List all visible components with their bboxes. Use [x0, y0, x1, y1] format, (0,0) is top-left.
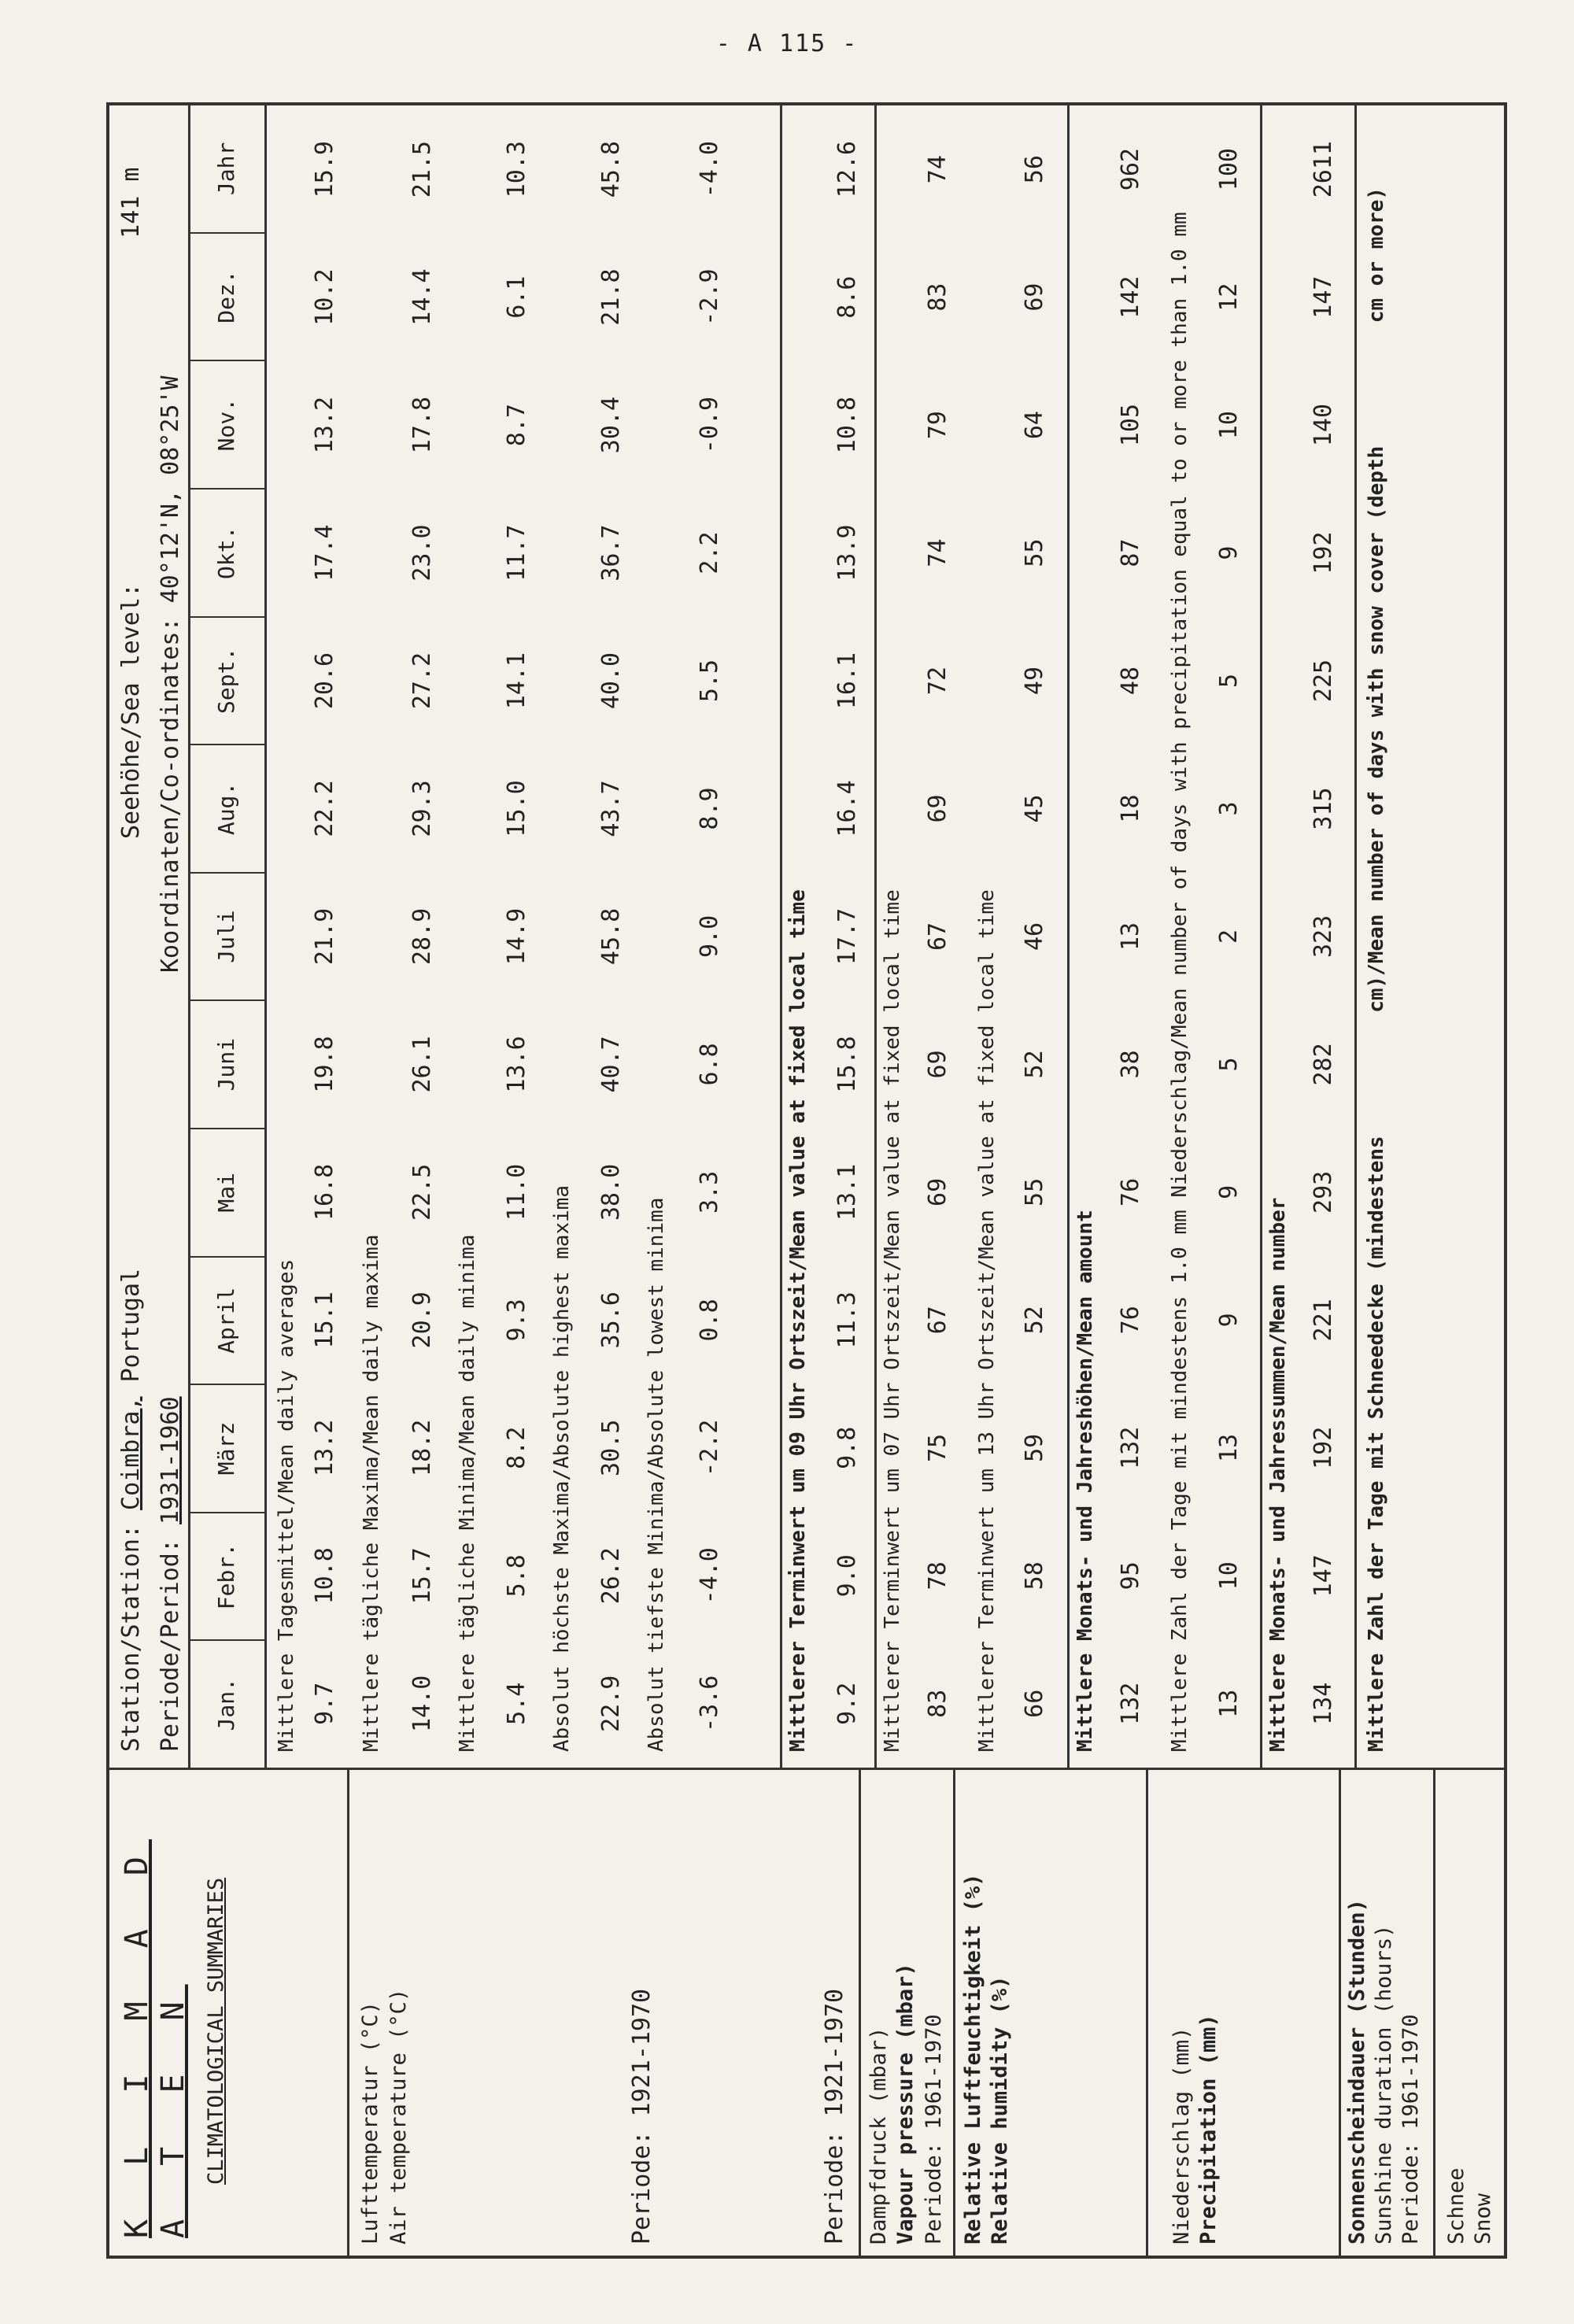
temp-r1-values	[311, 105, 338, 1768]
value-cell: 5	[1215, 1057, 1243, 1072]
value-cell: 87	[1117, 538, 1144, 567]
humidity-label-block	[955, 1770, 1148, 2256]
value-cell: 100	[1215, 148, 1243, 191]
sun-label-de: Sonnenscheindauer (Stunden)	[1345, 1899, 1369, 2245]
temp-r2-values	[408, 105, 436, 1768]
period-value: 1931-1960	[157, 1396, 184, 1524]
value-cell: 9.8	[833, 1426, 861, 1469]
temp-label-de: Lufttemperatur (°C)	[358, 2001, 382, 2245]
value-cell: 192	[1310, 1426, 1337, 1469]
value-cell: 12	[1215, 283, 1243, 312]
value-cell: 132	[1117, 1426, 1144, 1469]
vapour-label-block	[861, 1770, 955, 2256]
snow-label-block	[1435, 1770, 1510, 2256]
sun-t1: Mittlere Monats- und Jahressummen/Mean number	[1266, 1197, 1290, 1752]
value-cell: 21.9	[311, 907, 338, 966]
precip-v1	[1117, 105, 1144, 1768]
value-cell: 10.2	[311, 268, 338, 326]
period-label: Periode/Period:	[157, 1539, 184, 1752]
value-cell: 962	[1117, 148, 1144, 191]
data-area	[109, 105, 1504, 1768]
value-cell: 2611	[1310, 141, 1337, 198]
value-cell: 16.1	[833, 652, 861, 710]
value-cell: 9.0	[696, 914, 723, 959]
value-cell: 36.7	[597, 524, 625, 582]
value-cell: 16.8	[311, 1163, 338, 1221]
value-cell: 76	[1117, 1177, 1144, 1206]
coords-line	[157, 375, 184, 973]
value-cell: 2.2	[696, 531, 723, 575]
value-cell: 147	[1310, 275, 1337, 319]
precip-label-en: Precipitation (mm)	[1196, 2014, 1221, 2245]
temp-r5-title: Absolut tiefste Minima/Absolute lowest minima	[645, 1197, 668, 1752]
temp-r3-values	[503, 105, 530, 1768]
value-cell: 14.0	[408, 1675, 436, 1732]
value-cell: 11.7	[503, 524, 530, 582]
month-header-6: Juli	[190, 872, 264, 1000]
value-cell: 95	[1117, 1561, 1144, 1591]
value-cell: 3	[1215, 801, 1243, 816]
sun-label-block	[1341, 1770, 1435, 2256]
month-header-11: Dez.	[190, 232, 264, 360]
value-cell: 55	[1021, 538, 1048, 567]
temp-r3-title: Mittlere tägliche Minima/Mean daily minima	[456, 1234, 479, 1752]
sea-level-value: 141 m	[117, 167, 145, 238]
value-cell: 8.2	[503, 1426, 530, 1469]
value-cell: 35.6	[597, 1291, 625, 1349]
divider	[1067, 105, 1070, 1768]
value-cell: 9.7	[311, 1682, 338, 1725]
value-cell: 83	[924, 283, 951, 312]
value-cell: 67	[924, 922, 951, 951]
value-cell: 282	[1310, 1043, 1337, 1086]
temp-period-1: Periode: 1921-1970	[628, 1988, 656, 2245]
value-cell: 140	[1310, 403, 1337, 447]
period-line	[157, 1396, 184, 1752]
value-cell: 8.9	[696, 787, 723, 830]
value-cell: 14.4	[408, 268, 436, 326]
value-cell: 15.0	[503, 780, 530, 837]
value-cell: 72	[924, 666, 951, 696]
value-cell: 48	[1117, 666, 1144, 696]
vapour-label-en: Vapour pressure (mbar)	[893, 1963, 918, 2245]
value-cell: 323	[1310, 914, 1337, 959]
precip-t1: Mittlere Monats- und Jahreshöhen/Mean amount	[1073, 1210, 1097, 1752]
value-cell: 147	[1310, 1554, 1337, 1598]
temp-r2-title: Mittlere tägliche Maxima/Mean daily maxima	[360, 1234, 383, 1752]
value-cell: 14.9	[503, 907, 530, 966]
value-cell: 56	[1021, 155, 1048, 184]
value-cell: 52	[1021, 1050, 1048, 1079]
value-cell: 22.5	[408, 1163, 436, 1221]
value-cell: 78	[924, 1561, 951, 1591]
value-cell: 74	[924, 538, 951, 567]
value-cell: 13	[1215, 1433, 1243, 1462]
value-cell: 9.3	[503, 1299, 530, 1342]
value-cell: 23.0	[408, 524, 436, 582]
precip-label-block	[1148, 1770, 1341, 2256]
value-cell: 14.1	[503, 652, 530, 710]
value-cell: 16.4	[833, 780, 861, 837]
value-cell: 5	[1215, 673, 1243, 689]
month-header-1: Febr.	[190, 1512, 264, 1640]
divider	[1354, 105, 1357, 1768]
value-cell: 40.7	[597, 1036, 625, 1093]
value-cell: 59	[1021, 1433, 1048, 1462]
humidity-label-de: Relative Luftfeuchtigkeit (%)	[961, 1873, 985, 2245]
value-cell: 22.9	[597, 1675, 625, 1732]
month-header-4: Mai	[190, 1128, 264, 1256]
value-cell: 38	[1117, 1050, 1144, 1079]
value-cell: 66	[1021, 1689, 1048, 1718]
left-label-column	[109, 1768, 1504, 2256]
month-header-2: März	[190, 1384, 264, 1512]
value-cell: 79	[924, 411, 951, 440]
value-cell: 75	[924, 1433, 951, 1462]
sea-level-line	[117, 168, 145, 839]
month-header-3: April	[190, 1256, 264, 1384]
value-cell: 10.3	[503, 141, 530, 198]
value-cell: 74	[924, 155, 951, 184]
value-cell: 2	[1215, 929, 1243, 944]
value-cell: 221	[1310, 1299, 1337, 1342]
value-cell: 0.8	[696, 1299, 723, 1342]
value-cell: 67	[924, 1306, 951, 1335]
month-header-5: Juni	[190, 999, 264, 1128]
temp-r1-title: Mittlere Tagesmittel/Mean daily averages	[275, 1258, 298, 1752]
value-cell: -2.2	[696, 1419, 723, 1476]
value-cell: 13.2	[311, 1419, 338, 1476]
value-cell: 55	[1021, 1177, 1048, 1206]
value-cell: 13.2	[311, 396, 338, 454]
value-cell: 134	[1310, 1682, 1337, 1725]
value-cell: 26.2	[597, 1547, 625, 1605]
value-cell: 12.6	[833, 141, 861, 198]
value-cell: 13.9	[833, 524, 861, 582]
snow-t1: Mittlere Zahl der Tage mit Schneedecke (mindestens cm)/Mean number of days with snow cover (depth cm or more)	[1365, 187, 1388, 1752]
month-header-9: Okt.	[190, 488, 264, 616]
page-subtitle: CLIMATOLOGICAL SUMMARIES	[204, 1877, 228, 2185]
humidity-v2	[1021, 105, 1048, 1768]
value-cell: -4.0	[696, 141, 723, 198]
value-cell: -3.6	[696, 1675, 723, 1732]
value-cell: 6.8	[696, 1043, 723, 1086]
value-cell: 142	[1117, 275, 1144, 319]
value-cell: 22.2	[311, 780, 338, 837]
value-cell: 17.4	[311, 524, 338, 582]
value-cell: 17.7	[833, 907, 861, 966]
humidity-v1	[924, 105, 951, 1768]
value-cell: 8.6	[833, 275, 861, 319]
value-cell: 30.4	[597, 396, 625, 454]
value-cell: -2.9	[696, 268, 723, 326]
value-cell: 10	[1215, 411, 1243, 440]
precip-t2: Mittlere Zahl der Tage mit mindestens 1.0 mm Niederschlag/Mean number of days with precipitation equal to or more than 1.0 mm	[1168, 212, 1192, 1752]
station-country: Portugal	[117, 1268, 145, 1383]
month-header-12: Jahr	[213, 142, 239, 196]
value-cell: 19.8	[311, 1036, 338, 1093]
value-cell: 69	[1021, 283, 1048, 312]
value-cell: 17.8	[408, 396, 436, 454]
month-header-8: Sept.	[190, 616, 264, 744]
sea-level-label: Seehöhe/Sea level:	[117, 582, 145, 839]
value-cell: 28.9	[408, 907, 436, 966]
value-cell: 3.3	[696, 1170, 723, 1214]
temp-period-2: Periode: 1921-1970	[821, 1988, 848, 2245]
value-cell: 8.7	[503, 403, 530, 447]
value-cell: 9	[1215, 545, 1243, 560]
value-cell: 13	[1117, 922, 1144, 951]
value-cell: 5.8	[503, 1554, 530, 1598]
value-cell: 13.6	[503, 1036, 530, 1093]
value-cell: 15.7	[408, 1547, 436, 1605]
value-cell: 45.8	[597, 907, 625, 966]
month-header-0: Jan.	[190, 1639, 264, 1768]
value-cell: 15.1	[311, 1291, 338, 1349]
value-cell: 9	[1215, 1313, 1243, 1328]
vapour-values	[833, 105, 861, 1768]
snow-label-en: Snow	[1471, 2193, 1495, 2245]
value-cell: 13	[1215, 1689, 1243, 1718]
vapour-title: Mittlerer Terminwert um 09 Uhr Ortszeit/Mean value at fixed local time	[786, 889, 810, 1752]
station-name: Coimbra,	[117, 1396, 145, 1510]
value-cell: 9.2	[833, 1682, 861, 1725]
value-cell: 9.0	[833, 1554, 861, 1598]
sun-label-en: Sunshine duration (hours)	[1372, 1924, 1396, 2245]
temp-label-block	[349, 1770, 861, 2256]
value-cell: 30.5	[597, 1419, 625, 1476]
value-cell: -0.9	[696, 396, 723, 454]
value-cell: 64	[1021, 411, 1048, 440]
value-cell: 43.7	[597, 780, 625, 837]
value-cell: 5.5	[696, 659, 723, 703]
value-cell: 69	[924, 794, 951, 823]
value-cell: 132	[1117, 1682, 1144, 1725]
value-cell: 40.0	[597, 652, 625, 710]
value-cell: -4.0	[696, 1547, 723, 1605]
humidity-t1: Mittlerer Terminwert um 07 Uhr Ortszeit/Mean value at fixed local time	[881, 889, 904, 1752]
value-cell: 192	[1310, 531, 1337, 575]
title-block	[109, 1770, 349, 2256]
vapour-label-de: Dampfdruck (mbar)	[866, 2027, 891, 2245]
value-cell: 15.9	[311, 141, 338, 198]
value-cell: 27.2	[408, 652, 436, 710]
value-cell: 69	[924, 1050, 951, 1079]
value-cell: 315	[1310, 787, 1337, 830]
station-line	[117, 1269, 145, 1752]
sun-v1	[1310, 105, 1337, 1768]
value-cell: 15.8	[833, 1036, 861, 1093]
value-cell: 38.0	[597, 1163, 625, 1221]
humidity-label-en: Relative humidity (%)	[988, 1975, 1012, 2245]
climate-table	[106, 102, 1507, 2259]
precip-v2	[1215, 105, 1243, 1768]
page-number: - A 115 -	[715, 30, 859, 57]
value-cell: 13.1	[833, 1163, 861, 1221]
month-header-10: Nov.	[190, 360, 264, 488]
value-cell: 76	[1117, 1306, 1144, 1335]
value-cell: 10.8	[833, 396, 861, 454]
value-cell: 45	[1021, 794, 1048, 823]
value-cell: 45.8	[597, 141, 625, 198]
value-cell: 83	[924, 1689, 951, 1718]
value-cell: 46	[1021, 922, 1048, 951]
value-cell: 58	[1021, 1561, 1048, 1591]
value-cell: 20.9	[408, 1291, 436, 1349]
precip-label-de: Niederschlag (mm)	[1169, 2027, 1194, 2245]
value-cell: 21.8	[597, 268, 625, 326]
vapour-period: Periode: 1961-1970	[922, 2014, 946, 2245]
value-cell: 26.1	[408, 1036, 436, 1093]
value-cell: 293	[1310, 1170, 1337, 1214]
value-cell: 18	[1117, 794, 1144, 823]
value-cell: 10.8	[311, 1547, 338, 1605]
temp-r4-title: Absolut höchste Maxima/Absolute highest maxima	[550, 1184, 574, 1752]
temp-r5-values	[696, 105, 723, 1768]
climate-table-sheet	[106, 102, 1507, 2259]
sun-period: Periode: 1961-1970	[1398, 2014, 1423, 2245]
temp-r4-values	[597, 105, 625, 1768]
divider	[874, 105, 877, 1768]
value-cell: 20.6	[311, 652, 338, 710]
divider	[1260, 105, 1262, 1768]
value-cell: 11.0	[503, 1163, 530, 1221]
value-cell: 105	[1117, 403, 1144, 447]
value-cell: 6.1	[503, 275, 530, 319]
value-cell: 29.3	[408, 780, 436, 837]
page-title: K L I M A D A T E N	[119, 1839, 191, 2238]
value-cell: 49	[1021, 666, 1048, 696]
value-cell: 18.2	[408, 1419, 436, 1476]
temp-label-en: Air temperature (°C)	[386, 1988, 411, 2245]
value-cell: 52	[1021, 1306, 1048, 1335]
value-cell: 5.4	[503, 1682, 530, 1725]
humidity-t2: Mittlerer Terminwert um 13 Uhr Ortszeit/Mean value at fixed local time	[975, 889, 999, 1752]
snow-label-de: Schnee	[1444, 2167, 1469, 2245]
station-label: Station/Station:	[117, 1524, 145, 1752]
month-header-7: Aug.	[190, 744, 264, 872]
coords-value: 40°12'N, 08°25'W	[157, 375, 184, 604]
value-cell: 11.3	[833, 1291, 861, 1349]
value-cell: 225	[1310, 659, 1337, 703]
value-cell: 21.5	[408, 141, 436, 198]
coords-label: Koordinaten/Co-ordinates:	[157, 617, 184, 973]
value-cell: 10	[1215, 1561, 1243, 1591]
divider	[780, 105, 782, 1768]
month-header-row	[188, 105, 267, 1768]
value-cell: 69	[924, 1177, 951, 1206]
value-cell: 9	[1215, 1184, 1243, 1199]
